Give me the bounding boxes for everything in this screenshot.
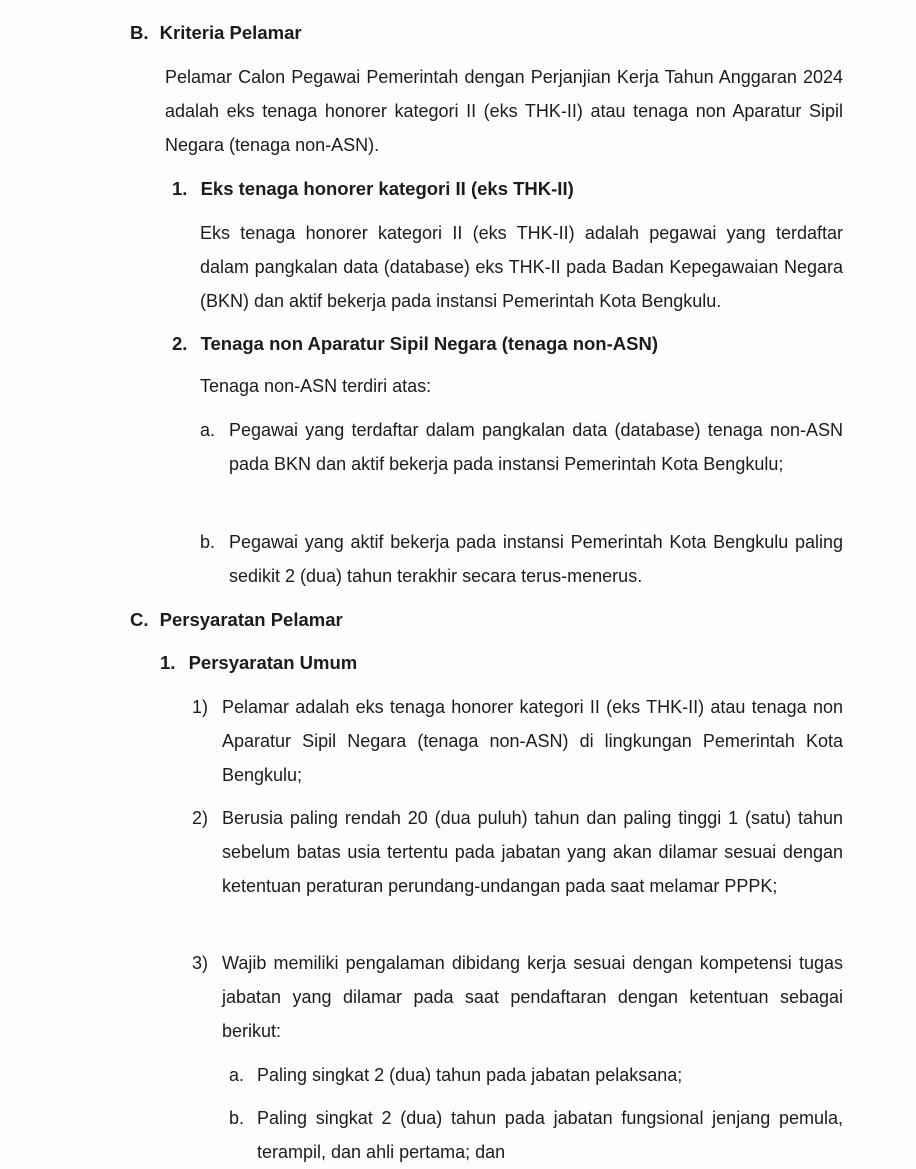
item-2-lead: Tenaga non-ASN terdiri atas:: [200, 376, 432, 396]
item-2b-marker: b.: [200, 532, 216, 552]
item-2b-text: Pegawai yang aktif bekerja pada instansi Pemerintah Kota Bengkulu paling sedikit 2 (dua) tahun terakhir secara terus-menerus.: [229, 532, 843, 586]
section-b-intro: Pelamar Calon Pegawai Pemerintah dengan Perjanjian Kerja Tahun Anggaran 2024 adalah eks tenaga honorer kategori II (eks THK-II) atau tenaga non Aparatur Sipil Negara (tenaga non-ASN).: [165, 67, 843, 155]
persyaratan-umum-marker: 1.: [160, 652, 176, 673]
item-2-heading: [172, 332, 658, 356]
section-c-marker: C.: [130, 609, 149, 630]
item-1-heading: [172, 177, 574, 201]
req-1-text: Pelamar adalah eks tenaga honorer kategori II (eks THK-II) atau tenaga non Aparatur Sipil Negara (tenaga non-ASN) di lingkungan Pemerintah Kota Bengkulu;: [222, 697, 843, 785]
item-1-marker: 1.: [172, 178, 188, 199]
req-3-text: Wajib memiliki pengalaman dibidang kerja sesuai dengan kompetensi tugas jabatan yang dilamar pada saat pendaftaran dengan ketentuan sebagai berikut:: [222, 953, 843, 1041]
item-2-marker: 2.: [172, 333, 188, 354]
req-3-marker: 3): [192, 953, 209, 973]
item-1-title: Eks tenaga honorer kategori II (eks THK-II): [200, 178, 574, 199]
req-2-text: Berusia paling rendah 20 (dua puluh) tahun dan paling tinggi 1 (satu) tahun sebelum batas usia tertentu pada jabatan yang akan dilamar sesuai dengan ketentuan peraturan perundang-undangan pada saat melamar PPPK;: [222, 808, 843, 896]
req-3a-marker: a.: [229, 1065, 245, 1085]
section-b-title: Kriteria Pelamar: [159, 22, 302, 43]
persyaratan-umum-heading: [160, 651, 357, 675]
item-1-body: Eks tenaga honorer kategori II (eks THK-II) adalah pegawai yang terdaftar dalam pangkalan data (database) eks THK-II pada Badan Kepegawaian Negara (BKN) dan aktif bekerja pada instansi Pemerintah Kota Bengkulu.: [200, 223, 843, 311]
section-b-heading: [130, 21, 302, 45]
section-c-title: Persyaratan Pelamar: [159, 609, 343, 630]
req-2-marker: 2): [192, 808, 209, 828]
req-1-marker: 1): [192, 697, 209, 717]
item-2-title: Tenaga non Aparatur Sipil Negara (tenaga non-ASN): [200, 333, 658, 354]
section-c-heading: [130, 608, 343, 632]
req-3b-text: Paling singkat 2 (dua) tahun pada jabatan fungsional jenjang pemula, terampil, dan ahli pertama; dan: [257, 1108, 843, 1162]
item-2a-marker: a.: [200, 420, 216, 440]
section-b-marker: B.: [130, 22, 149, 43]
item-2a-text: Pegawai yang terdaftar dalam pangkalan data (database) tenaga non-ASN pada BKN dan aktif bekerja pada instansi Pemerintah Kota Bengkulu;: [229, 420, 843, 474]
req-3a-text: Paling singkat 2 (dua) tahun pada jabatan pelaksana;: [257, 1065, 683, 1085]
persyaratan-umum-title: Persyaratan Umum: [188, 652, 358, 673]
req-3b-marker: b.: [229, 1108, 245, 1128]
